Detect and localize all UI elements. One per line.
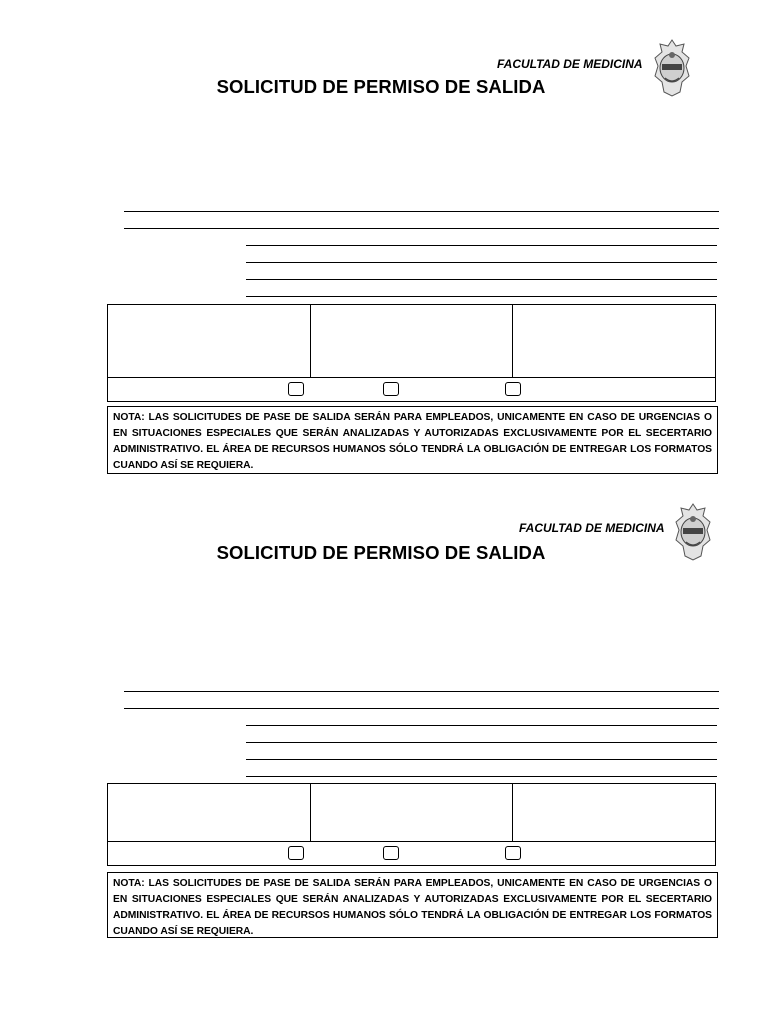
checkbox-option-2[interactable] bbox=[383, 846, 399, 860]
checkbox-option-1[interactable] bbox=[288, 846, 304, 860]
note-box: NOTA: LAS SOLICITUDES DE PASE DE SALIDA SERÁN PARA EMPLEADOS, UNICAMENTE EN CASO DE URGENCIAS O EN SITUACIONES ESPECIALES QUE SERÁN ANALIZADAS Y AUTORIZADAS EXCLUSIVAMENTE POR EL SECERTARIO ADMINISTRATIVO. EL ÁREA DE RECURSOS HUMANOS SÓLO TENDRÁ LA OBLIGACIÓN DE ENTREGAR LOS FORMATOS CUANDO ASÍ SE REQUIERA. bbox=[107, 872, 718, 938]
page-title: SOLICITUD DE PERMISO DE SALIDA bbox=[216, 542, 546, 563]
page-title: SOLICITUD DE PERMISO DE SALIDA bbox=[216, 76, 546, 97]
signature-cell-authorization[interactable] bbox=[513, 784, 715, 841]
reason-line-1[interactable] bbox=[246, 725, 717, 726]
faculty-label: FACULTAD DE MEDICINA bbox=[519, 521, 665, 535]
name-line[interactable] bbox=[124, 691, 719, 692]
reason-line-4[interactable] bbox=[246, 776, 717, 777]
note-box: NOTA: LAS SOLICITUDES DE PASE DE SALIDA SERÁN PARA EMPLEADOS, UNICAMENTE EN CASO DE URGENCIAS O EN SITUACIONES ESPECIALES QUE SERÁN ANALIZADAS Y AUTORIZADAS EXCLUSIVAMENTE POR EL SECERTARIO ADMINISTRATIVO. EL ÁREA DE RECURSOS HUMANOS SÓLO TENDRÁ LA OBLIGACIÓN DE ENTREGAR LOS FORMATOS CUANDO ASÍ SE REQUIERA. bbox=[107, 406, 718, 474]
options-row bbox=[108, 842, 715, 865]
signature-cell-employee[interactable] bbox=[108, 784, 311, 841]
reason-line-2[interactable] bbox=[246, 742, 717, 743]
checkbox-option-3[interactable] bbox=[505, 846, 521, 860]
faculty-label: FACULTAD DE MEDICINA bbox=[497, 57, 643, 71]
signature-cell-supervisor[interactable] bbox=[311, 784, 514, 841]
signature-table bbox=[107, 783, 716, 866]
reason-line-3[interactable] bbox=[246, 759, 717, 760]
department-line[interactable] bbox=[124, 708, 719, 709]
